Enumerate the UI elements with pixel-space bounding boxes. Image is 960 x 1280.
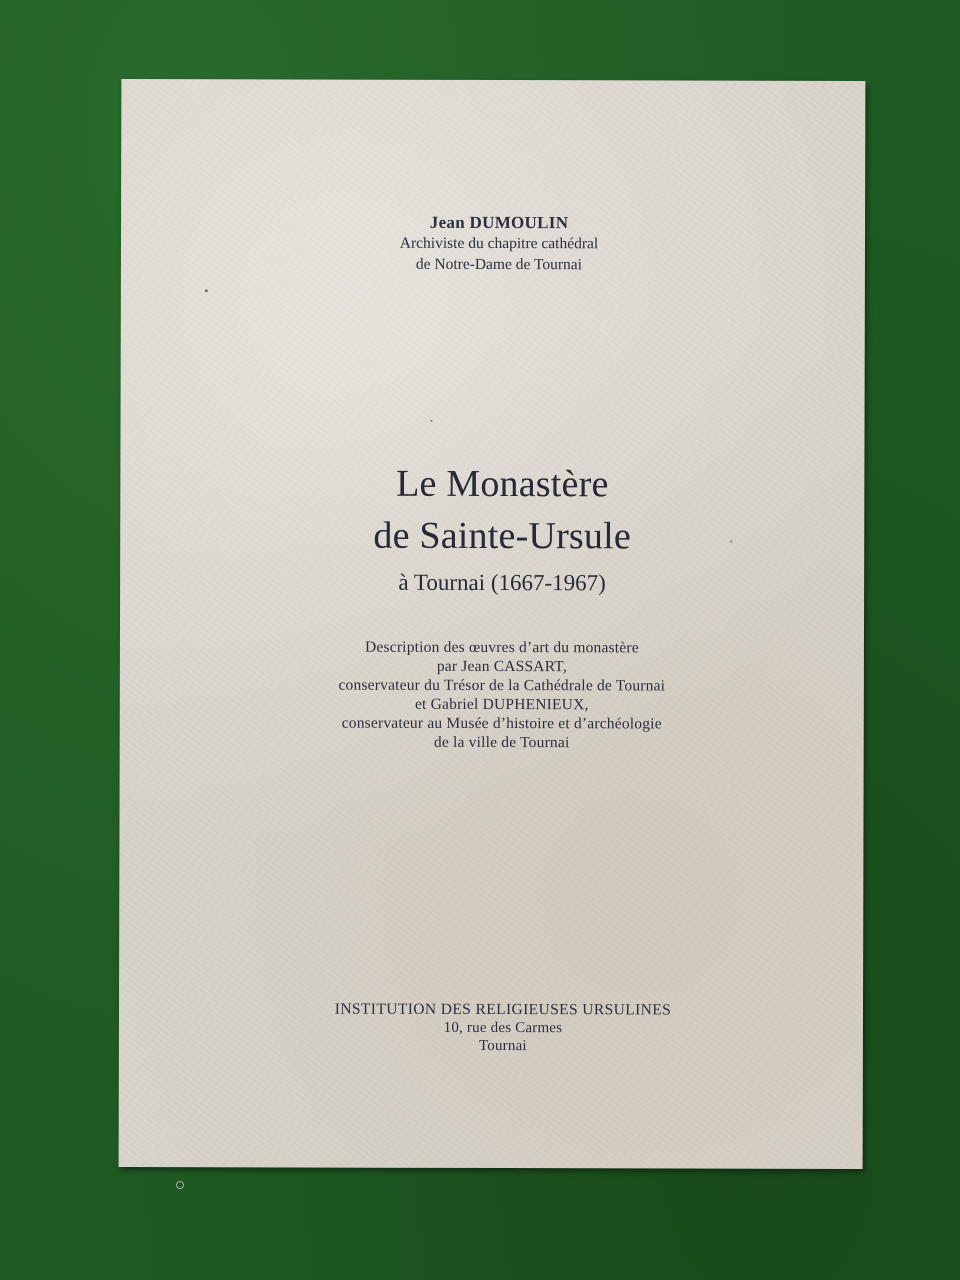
description-line: par Jean CASSART, — [436, 657, 567, 676]
pushpin-hole — [176, 1181, 184, 1189]
author-name: Jean DUMOULIN — [429, 212, 569, 233]
description-line: Description des œuvres d’art du monastère — [365, 638, 639, 657]
publisher-name: INSTITUTION DES RELIGIEUSES URSULINES — [334, 1000, 672, 1019]
description-line: de la ville de Tournai — [433, 733, 570, 752]
publisher-block — [131, 999, 875, 1056]
book-cover — [119, 79, 866, 1169]
description-line: conservateur au Musée d’histoire et d’archéologie — [341, 714, 662, 733]
description-line: conservateur du Trésor de la Cathédrale de Tournai — [338, 676, 666, 695]
title-line2: de Sainte-Ursule — [373, 514, 632, 558]
paper-speck — [205, 289, 208, 292]
publisher-city: Tournai — [478, 1037, 527, 1055]
title-line1: Le Monastère — [396, 462, 609, 506]
publisher-address: 10, rue des Carmes — [443, 1019, 563, 1037]
paper-speck — [431, 420, 433, 422]
description-line: et Gabriel DUPHENIEUX, — [414, 695, 589, 714]
description-block — [130, 637, 874, 753]
author-block — [127, 211, 871, 276]
author-role-line2: de Notre-Dame de Tournai — [415, 255, 582, 274]
title-subtitle: à Tournai (1667-1967) — [398, 569, 606, 596]
author-role-line1: Archiviste du chapitre cathédral — [399, 234, 599, 253]
title-block — [130, 457, 874, 601]
